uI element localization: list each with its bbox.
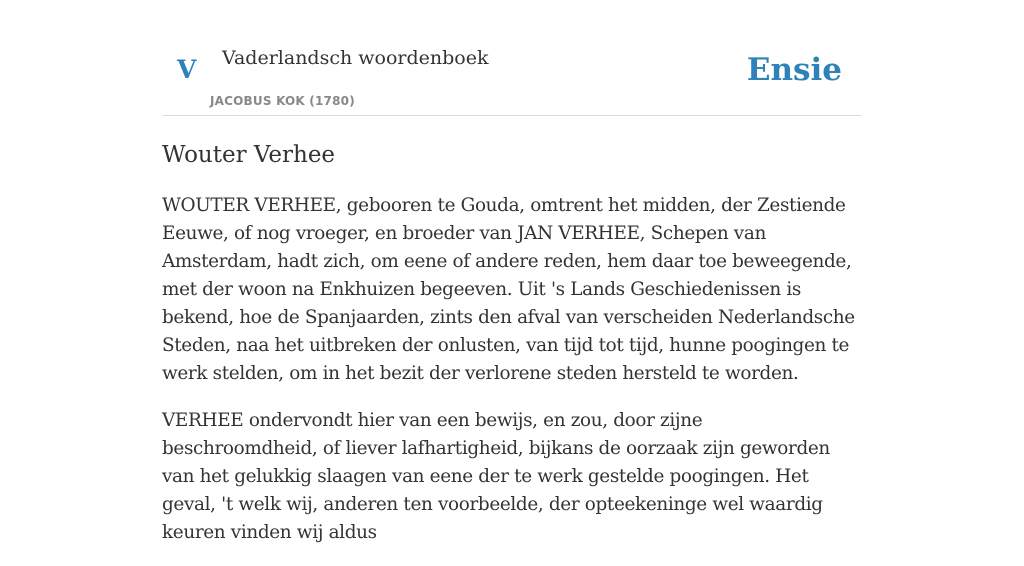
ensie-logo-link[interactable]: Ensie: [746, 52, 842, 88]
page-container: [162, 0, 862, 543]
entry-paragraph: VERHEE ondervondt hier van een bewijs, en zou, door zijne beschroomdheid, of liever lafhartigheid, bijkans de oorzaak zijn geworden van het gelukkig slaagen van eene der te werk gestelde poogingen. Het geval, 't welk wij, anderen ten voorbeelde, der opteekeninge wel waardig keuren vinden wij aldus: [162, 410, 830, 543]
entry-paragraph: WOUTER VERHEE, gebooren te Gouda, omtrent het midden, der Zestiende Eeuwe, of nog vroeger, en broeder van JAN VERHEE, Schepen van Amsterdam, hadt zich, om eene of andere reden, hem daar toe beweegende, met der woon na Enkhuizen begeeven. Uit 's Lands Geschiedenissen is bekend, hoe de Spanjaarden, zints den afval van verscheiden Nederlandsche Steden, naa het uitbreken der onlusten, van tijd tot tijd, hunne poogingen te werk stelden, om in het bezit der verlorene steden hersteld te worden.: [162, 195, 855, 384]
book-author: JACOBUS KOK (1780): [210, 94, 355, 108]
book-title[interactable]: Vaderlandsch woordenboek: [222, 47, 489, 69]
book-header: [162, 0, 862, 116]
entry-body: [162, 192, 862, 566]
book-letter-logo[interactable]: V: [177, 55, 197, 84]
entry-title: Wouter Verhee: [162, 142, 336, 168]
